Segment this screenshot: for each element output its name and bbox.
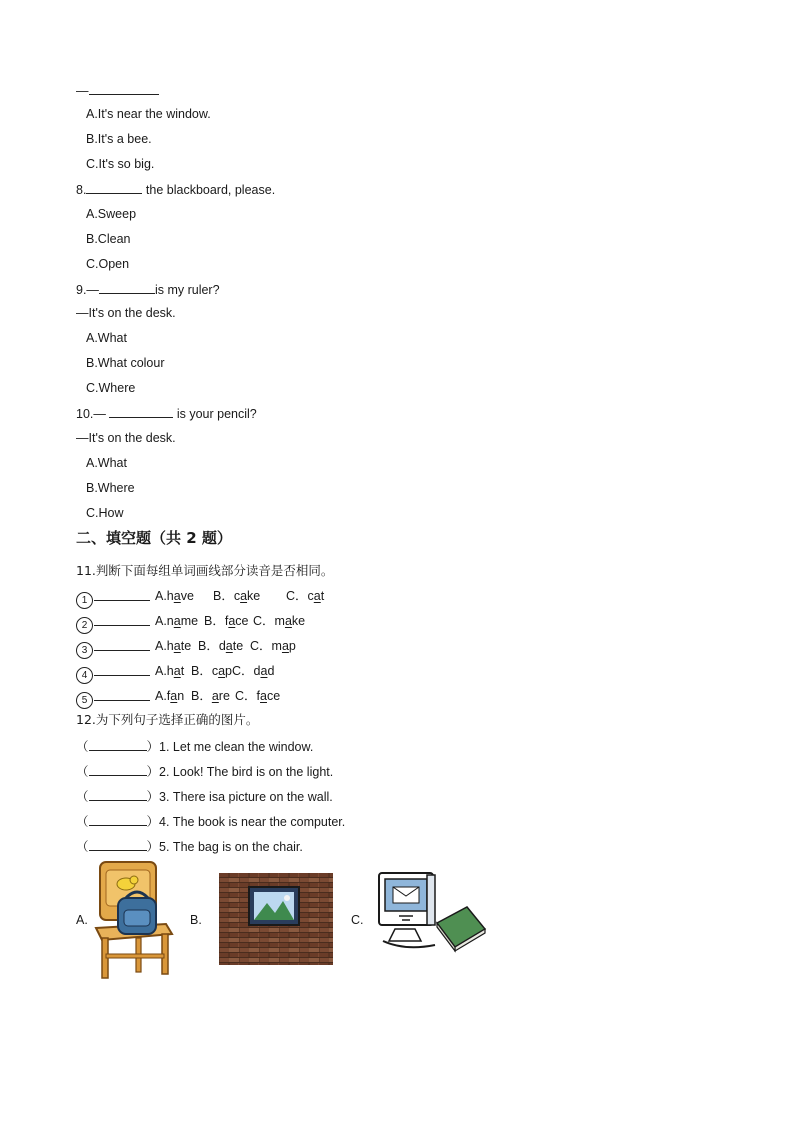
- q11-row-number: 1: [76, 592, 93, 609]
- q11-word-c: C．make: [253, 614, 306, 628]
- q11-word-b: B．cake: [213, 589, 261, 603]
- q10-stem: 10.— is your pencil?: [76, 407, 257, 421]
- picture-b-label: B.: [190, 913, 202, 927]
- q12-answer-blank[interactable]: [89, 788, 147, 801]
- chair-with-bag-icon[interactable]: [92, 858, 184, 982]
- q11-prompt: 11.判断下面每组单词画线部分读音是否相同。: [76, 563, 334, 578]
- q12-item: （ ）3. There isa picture on the wall.: [76, 790, 333, 804]
- q8-blank[interactable]: [86, 181, 142, 194]
- q8-option-c: C.Open: [86, 257, 130, 271]
- q7-option-a: A.It's near the window.: [86, 107, 211, 121]
- q12-answer-blank[interactable]: [89, 763, 147, 776]
- q10-option-b: B.Where: [86, 481, 135, 495]
- q11-row-number: 2: [76, 617, 93, 634]
- q11-answer-blank[interactable]: [94, 588, 150, 601]
- picture-a-label: A.: [76, 913, 88, 927]
- section-2-heading: 二、填空题（共 2 题）: [76, 529, 232, 547]
- q9-option-c: C.Where: [86, 381, 136, 395]
- q7-option-c: C.It's so big.: [86, 157, 155, 171]
- q8-option-a: A.Sweep: [86, 207, 137, 221]
- q11-word-c: C．face: [235, 689, 281, 703]
- q12-item: （ ）5. The bag is on the chair.: [76, 840, 303, 854]
- q9-answer: —It's on the desk.: [76, 306, 176, 320]
- computer-and-book-icon[interactable]: [375, 871, 487, 955]
- q10-answer: —It's on the desk.: [76, 431, 176, 445]
- q7-option-b: B.It's a bee.: [86, 132, 152, 146]
- q7-blank[interactable]: [89, 82, 159, 95]
- q9-option-b: B.What colour: [86, 356, 165, 370]
- q11-row-number: 4: [76, 667, 93, 684]
- q11-row: [76, 663, 150, 684]
- q11-answer-blank[interactable]: [94, 613, 150, 626]
- q11-word-b: B．cap: [191, 664, 232, 678]
- q11-row-number: 5: [76, 692, 93, 709]
- q11-word-c: C．dad: [232, 664, 275, 678]
- q12-answer-blank[interactable]: [89, 738, 147, 751]
- picture-c-label: C.: [351, 913, 364, 927]
- q12-item: （ ）4. The book is near the computer.: [76, 815, 346, 829]
- q9-option-a: A.What: [86, 331, 127, 345]
- q7-answer-line: [76, 82, 159, 99]
- q8-option-b: B.Clean: [86, 232, 131, 246]
- q11-answer-blank[interactable]: [94, 688, 150, 701]
- q11-word-a: A.name: [155, 614, 199, 628]
- q9-blank[interactable]: [99, 281, 155, 294]
- picture-on-wall-icon[interactable]: [219, 873, 333, 965]
- q11-word-b: B．date: [198, 639, 244, 653]
- q11-word-c: C．map: [250, 639, 296, 653]
- q11-word-a: A.have: [155, 589, 194, 603]
- q12-item: （ ）1. Let me clean the window.: [76, 740, 314, 754]
- q10-option-c: C.How: [86, 506, 124, 520]
- q12-item: （ ）2. Look! The bird is on the light.: [76, 765, 334, 779]
- q11-word-b: B．face: [204, 614, 249, 628]
- q11-row-number: 3: [76, 642, 93, 659]
- q11-word-b: B．are: [191, 689, 230, 703]
- q11-word-a: A.hat: [155, 664, 185, 678]
- q11-word-a: A.hate: [155, 639, 192, 653]
- q11-row: [76, 688, 150, 709]
- q11-answer-blank[interactable]: [94, 638, 150, 651]
- q8-stem: 8. the blackboard, please.: [76, 183, 276, 197]
- q7-dash: —: [76, 84, 89, 98]
- q12-prompt: 12.为下列句子选择正确的图片。: [76, 712, 259, 727]
- q11-row: [76, 613, 150, 634]
- q10-blank[interactable]: [109, 405, 173, 418]
- q11-word-c: C．cat: [286, 589, 325, 603]
- q11-word-a: A.fan: [155, 689, 185, 703]
- q9-stem: 9.— is my ruler?: [76, 283, 220, 297]
- q11-row: [76, 588, 150, 609]
- q12-answer-blank[interactable]: [89, 838, 147, 851]
- q11-row: [76, 638, 150, 659]
- q12-answer-blank[interactable]: [89, 813, 147, 826]
- q11-answer-blank[interactable]: [94, 663, 150, 676]
- q10-option-a: A.What: [86, 456, 127, 470]
